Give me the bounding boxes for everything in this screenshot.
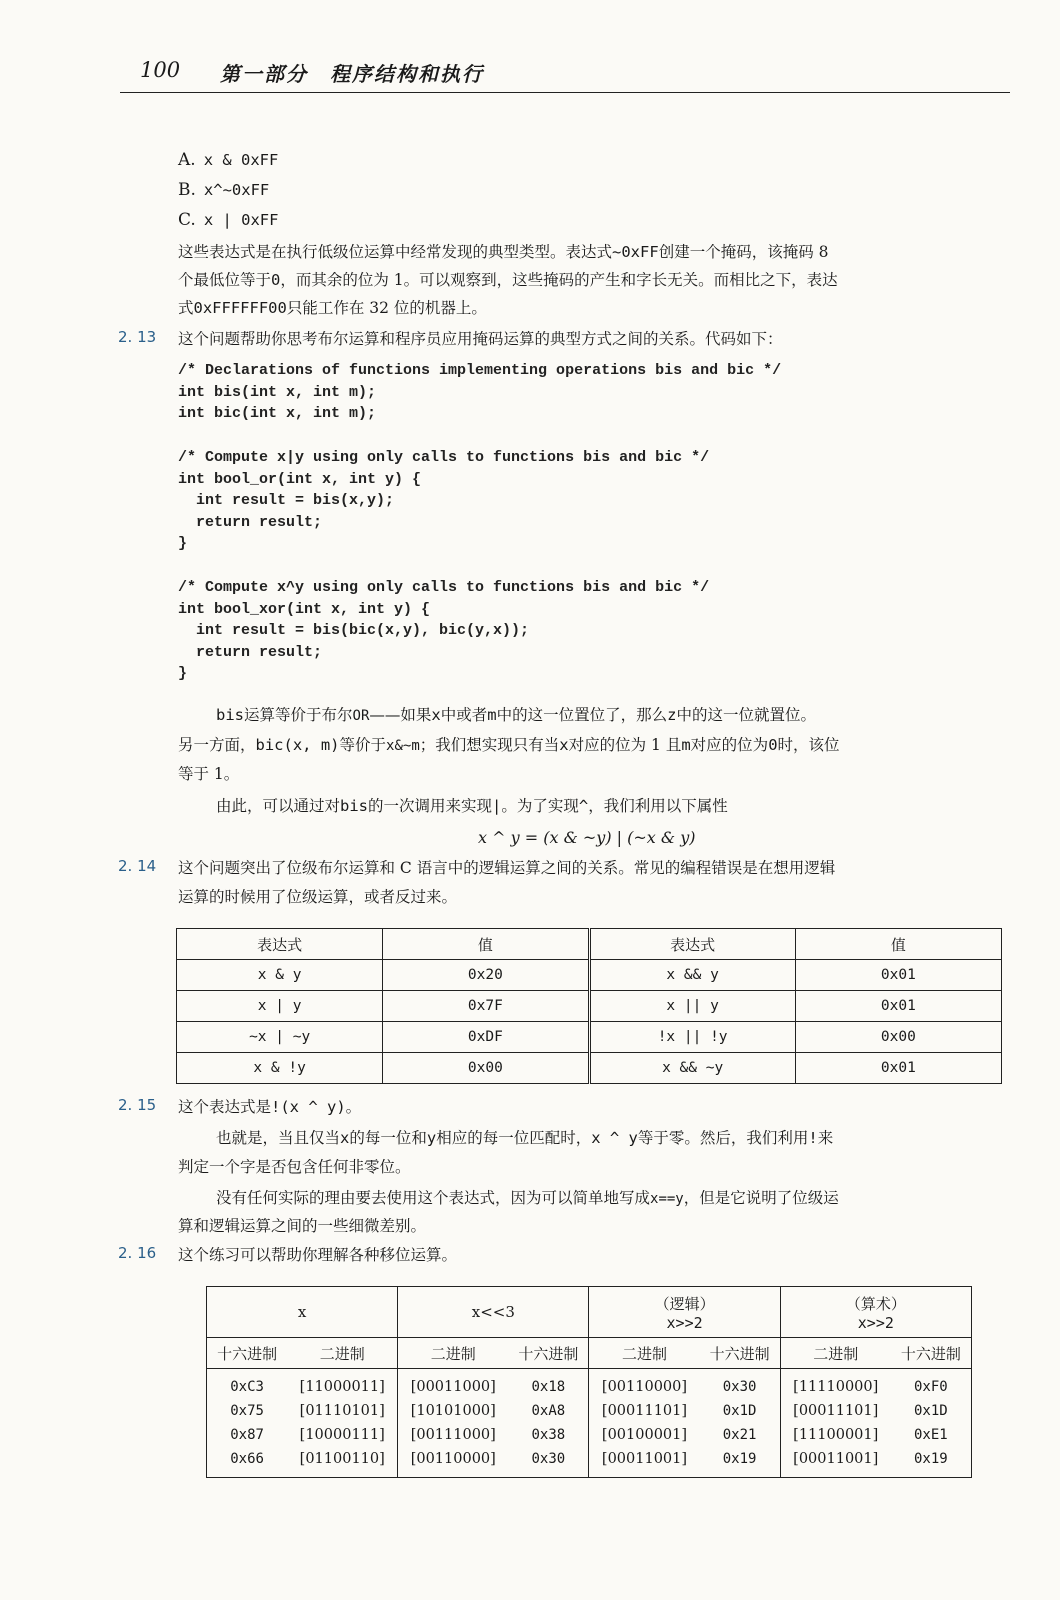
table-cell: 0x66 — [230, 1451, 264, 1467]
table-cell: x && ~y — [589, 1053, 795, 1084]
table-cell: x || y — [589, 991, 795, 1022]
table-cell: x | y — [177, 991, 383, 1022]
option-a: A. x & 0xFF — [178, 150, 279, 170]
table-cell: 0x75 — [230, 1403, 264, 1419]
table-cell: 0x00 — [795, 1022, 1001, 1053]
table-cell: [11000011] — [299, 1379, 385, 1395]
column-subheader: 十六进制 — [207, 1338, 288, 1369]
section-number: 2. 13 — [118, 328, 157, 346]
paragraph-line: 式0xFFFFFF00只能工作在 32 位的机器上。 — [178, 299, 487, 317]
column-header: 值 — [795, 929, 1001, 960]
table-cell: 0x18 — [531, 1379, 566, 1395]
section-text: 这个表达式是!(x ^ y)。 — [178, 1098, 362, 1116]
code-block: /* Declarations of functions implementing operations bis and bic */ int bis(int x, int m); int bic(int x, int m); — [178, 362, 782, 423]
code-block: /* Compute x^y using only calls to functions bis and bic */ int bool_xor(int x, int y) { int result = bis(bic(x,y), bic(y,x)); return result; } — [178, 579, 710, 683]
table-cell: 0xF0 — [914, 1379, 948, 1395]
column-subheader: 二进制 — [398, 1338, 509, 1369]
section-number: 2. 16 — [118, 1244, 157, 1262]
paragraph-line: 由此，可以通过对bis的一次调用来实现|。为了实现^，我们利用以下属性 — [216, 797, 728, 815]
column-subheader: 十六进制 — [891, 1338, 972, 1369]
table-row — [207, 1423, 972, 1447]
table-cell: 0x30 — [531, 1451, 566, 1467]
table-cell: 0x87 — [230, 1427, 264, 1443]
table-cell: 0xE1 — [914, 1427, 948, 1443]
table-cell: 0x01 — [795, 1053, 1001, 1084]
table-cell: x & y — [177, 960, 383, 991]
paragraph-line: 判定一个字是否包含任何非零位。 — [178, 1158, 411, 1176]
table-cell: [10000111] — [299, 1427, 385, 1443]
table-row — [207, 1447, 972, 1478]
running-title: 第一部分 程序结构和执行 — [220, 62, 484, 86]
table-cell: 0xA8 — [531, 1403, 566, 1419]
paragraph-line: 也就是，当且仅当x的每一位和y相应的每一位匹配时，x ^ y等于零。然后，我们利用!来 — [216, 1129, 834, 1147]
column-subheader: 二进制 — [287, 1338, 398, 1369]
table-cell: 0xC3 — [230, 1379, 264, 1395]
section-text: 运算的时候用了位级运算，或者反过来。 — [178, 888, 458, 906]
column-header: x<<3 — [398, 1287, 589, 1338]
paragraph-line: 等于 1。 — [178, 765, 240, 783]
table-row — [177, 1022, 1002, 1053]
option-b: B. x^~0xFF — [178, 180, 270, 200]
table-cell: 0x30 — [722, 1379, 757, 1395]
table-cell: [11110000] — [780, 1369, 891, 1400]
table-cell: !x || !y — [589, 1022, 795, 1053]
table-cell: 0x7F — [383, 991, 589, 1022]
table-cell: [00011101] — [589, 1399, 700, 1423]
shift-ops-table — [206, 1286, 972, 1478]
column-header: 表达式 — [177, 929, 383, 960]
table-cell: [01100110] — [299, 1451, 385, 1467]
table-cell: 0x00 — [383, 1053, 589, 1084]
section-text: 这个问题帮助你思考布尔运算和程序员应用掩码运算的典型方式之间的关系。代码如下： — [178, 330, 783, 348]
page-number: 100 — [140, 58, 181, 82]
column-subheader: 二进制 — [589, 1338, 700, 1369]
column-header: （逻辑） x>>2 — [589, 1287, 780, 1338]
table-cell: ~x | ~y — [177, 1022, 383, 1053]
column-subheader: 二进制 — [780, 1338, 891, 1369]
code-block: /* Compute x|y using only calls to functions bis and bic */ int bool_or(int x, int y) { int result = bis(x,y); return result; } — [178, 449, 710, 553]
table-cell: [01110101] — [299, 1403, 385, 1419]
paragraph-line: bis运算等价于布尔OR——如果x中或者m中的这一位置位了，那么z中的这一位就置位。 — [216, 706, 816, 724]
table-cell: 0x1D — [722, 1403, 757, 1419]
table-cell: 0x01 — [795, 991, 1001, 1022]
table-cell: [00110000] — [398, 1447, 509, 1478]
column-subheader: 十六进制 — [700, 1338, 781, 1369]
table-cell: x && y — [589, 960, 795, 991]
table-cell: [00011000] — [398, 1369, 509, 1400]
column-header: 值 — [383, 929, 589, 960]
table-cell: 0x19 — [722, 1451, 757, 1467]
paragraph-line: 另一方面，bic(x, m)等价于x&~m；我们想实现只有当x对应的位为 1 且m对应的位为0时，该位 — [178, 736, 840, 754]
formula: x ^ y = (x & ~y) | (~x & y) — [478, 828, 696, 847]
table-row — [207, 1399, 972, 1423]
table-row — [177, 1053, 1002, 1084]
table-cell: [00011001] — [780, 1447, 891, 1478]
table-cell: [10101000] — [398, 1399, 509, 1423]
table-cell: 0xDF — [383, 1022, 589, 1053]
section-text: 这个练习可以帮助你理解各种移位运算。 — [178, 1246, 458, 1264]
table-cell: 0x38 — [531, 1427, 566, 1443]
table-row — [177, 960, 1002, 991]
table-cell: [00110000] — [589, 1369, 700, 1400]
column-header: （算术） x>>2 — [780, 1287, 971, 1338]
column-header: 表达式 — [589, 929, 795, 960]
table-cell: 0x19 — [914, 1451, 948, 1467]
table-cell: 0x20 — [383, 960, 589, 991]
table-row — [177, 991, 1002, 1022]
column-header: x — [207, 1287, 398, 1338]
boolean-ops-table — [176, 928, 1002, 1084]
table-cell: x & !y — [177, 1053, 383, 1084]
table-cell: [00111000] — [398, 1423, 509, 1447]
option-c: C. x | 0xFF — [178, 210, 279, 230]
column-subheader: 十六进制 — [508, 1338, 589, 1369]
page-header — [120, 56, 1010, 93]
paragraph-line: 算和逻辑运算之间的一些细微差别。 — [178, 1217, 427, 1235]
table-cell: [00011001] — [589, 1447, 700, 1478]
table-subheader-row — [207, 1338, 972, 1369]
paragraph-line: 个最低位等于0，而其余的位为 1。可以观察到，这些掩码的产生和字长无关。而相比之下，表达 — [178, 271, 838, 289]
section-text: 这个问题突出了位级布尔运算和 C 语言中的逻辑运算之间的关系。常见的编程错误是在想用逻辑 — [178, 859, 836, 877]
table-row — [207, 1369, 972, 1400]
paragraph-line: 这些表达式是在执行低级位运算中经常发现的典型类型。表达式~0xFF创建一个掩码，该掩码 8 — [178, 243, 829, 261]
table-cell: [00100001] — [589, 1423, 700, 1447]
section-number: 2. 15 — [118, 1096, 157, 1114]
table-cell: 0x21 — [722, 1427, 757, 1443]
section-number: 2. 14 — [118, 857, 157, 875]
paragraph-line: 没有任何实际的理由要去使用这个表达式，因为可以简单地写成x==y，但是它说明了位级运 — [216, 1189, 839, 1207]
table-cell: [11100001] — [780, 1423, 891, 1447]
table-cell: 0x1D — [914, 1403, 948, 1419]
table-cell: [00011101] — [780, 1399, 891, 1423]
table-header-row — [207, 1287, 972, 1338]
table-header-row — [177, 929, 1002, 960]
table-cell: 0x01 — [795, 960, 1001, 991]
